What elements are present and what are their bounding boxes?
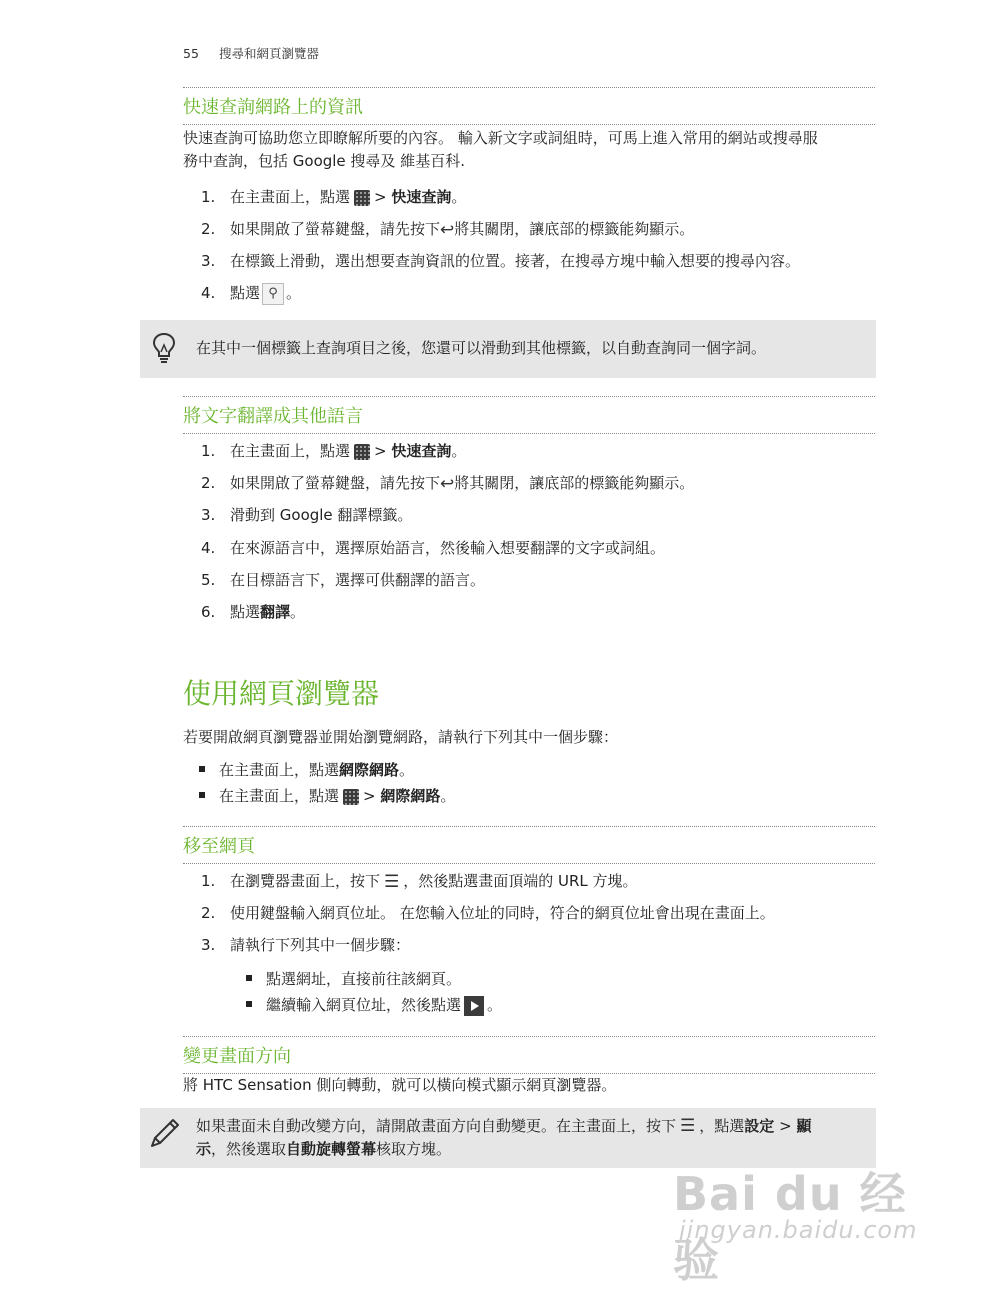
separator: >: [363, 787, 376, 805]
tip-box: [140, 320, 876, 378]
section-intro: [183, 127, 875, 173]
baidu-watermark: [657, 1146, 927, 1287]
step-text: 。: [451, 442, 467, 460]
note-line: [196, 1115, 811, 1138]
step-text: ，然後點選畫面頂端的 URL 方塊。: [403, 872, 638, 890]
step-number: 3.: [201, 936, 216, 954]
step-text: 在主畫面上，點選: [230, 442, 351, 460]
step-item: [201, 472, 694, 494]
step-text: 。: [290, 603, 306, 621]
note-bold-text: 設定: [744, 1117, 775, 1135]
note-bold-text: 顯: [796, 1117, 812, 1135]
step-text: 在標籤上滑動，選出想要查詢資訊的位置。接著，在搜尋方塊中輸入想要的搜尋內容。: [230, 252, 801, 270]
back-arrow-icon: ↩: [440, 473, 455, 494]
step-text: 將其關閉，讓底部的標籤能夠顯示。: [454, 474, 695, 492]
section-title-orientation: [183, 1036, 875, 1074]
bullet-text: 在主畫面上，點選: [219, 761, 340, 779]
step-text: 在瀏覽器畫面上，按下: [230, 872, 381, 890]
note-bold-text: 自動旋轉螢幕: [286, 1140, 377, 1158]
watermark-url: jingyan.baidu.com: [679, 1216, 918, 1244]
section-title-quick-lookup: [183, 87, 875, 125]
section-title-translate: [183, 396, 875, 434]
step-bold-text: 快速查詢: [391, 188, 452, 206]
step-bold-text: 快速查詢: [391, 442, 452, 460]
section-title-text: 將文字翻譯成其他語言: [183, 406, 363, 427]
page-number: 55: [183, 46, 199, 61]
note-line: [196, 1138, 451, 1161]
step-text: 請執行下列其中一個步驟：: [230, 936, 411, 954]
step-item: [201, 601, 305, 623]
step-bold-text: 翻譯: [260, 603, 291, 621]
step-number: 2.: [201, 474, 216, 492]
tip-text: 在其中一個標籤上查詢項目之後，您還可以滑動到其他標籤，以自動查詢同一個字詞。: [196, 339, 767, 357]
step-text: 。: [286, 284, 302, 302]
menu-icon: ☰: [680, 1116, 696, 1136]
menu-icon: ☰: [384, 871, 400, 892]
step-item: [201, 440, 466, 462]
lightbulb-icon: [152, 332, 176, 364]
separator: >: [374, 188, 387, 206]
chapter-section-title: 使用網頁瀏覽器: [183, 677, 380, 710]
step-item: [201, 218, 694, 240]
bullet-text: 。: [440, 787, 456, 805]
section-title-go-to-page: [183, 826, 875, 864]
step-number: 3.: [201, 506, 216, 524]
step-text: 如果開啟了螢幕鍵盤，請先按下: [230, 474, 441, 492]
note-text: ，點選: [699, 1117, 745, 1135]
step-text: 點選: [230, 284, 261, 302]
bullet-bold-text: 網際網路: [339, 761, 400, 779]
list-item: [199, 759, 414, 781]
note-text: 核取方塊。: [376, 1140, 452, 1158]
step-item: [201, 870, 638, 892]
bullet-text: 繼續輸入網頁位址，然後點選: [266, 996, 462, 1014]
step-text: 使用鍵盤輸入網頁位址。 在您輸入位址的同時，符合的網頁位址會出現在畫面上。: [230, 904, 775, 922]
pencil-icon: [148, 1116, 182, 1150]
page-header: [183, 44, 319, 62]
list-item: [246, 994, 502, 1016]
bullet-marker: [199, 766, 205, 772]
intro-line: 務中查詢，包括 Google 搜尋及 維基百科.: [183, 152, 465, 170]
step-number: 1.: [201, 188, 216, 206]
bullet-text: 點選網址，直接前往該網頁。: [266, 970, 462, 988]
step-item: [201, 504, 412, 526]
all-apps-icon: [354, 444, 370, 460]
bullet-marker: [199, 792, 205, 798]
step-number: 2.: [201, 904, 216, 922]
list-item: [199, 785, 455, 807]
all-apps-icon: [354, 190, 370, 206]
step-text: 在目標語言下，選擇可供翻譯的語言。: [230, 571, 486, 589]
step-number: 6.: [201, 603, 216, 621]
watermark-logo: Bai du 经验: [673, 1167, 907, 1287]
step-item: [201, 569, 485, 591]
search-icon: ⚲: [262, 283, 284, 305]
section-title-text: 移至網頁: [183, 836, 255, 857]
all-apps-icon: [343, 789, 359, 805]
back-arrow-icon: ↩: [440, 219, 455, 240]
step-number: 4.: [201, 284, 216, 302]
play-go-icon: [464, 996, 484, 1016]
bullet-text: 。: [487, 996, 503, 1014]
step-item: [201, 186, 466, 208]
step-item: [201, 250, 800, 272]
chapter-title: 搜尋和網頁瀏覽器: [219, 46, 320, 61]
section-title-text: 快速查詢網路上的資訊: [183, 97, 363, 118]
separator: >: [779, 1117, 792, 1135]
step-item: [201, 282, 301, 304]
step-number: 3.: [201, 252, 216, 270]
step-number: 1.: [201, 872, 216, 890]
step-number: 2.: [201, 220, 216, 238]
step-text: 在主畫面上，點選: [230, 188, 351, 206]
step-text: 將其關閉，讓底部的標籤能夠顯示。: [454, 220, 695, 238]
step-text: 在來源語言中，選擇原始語言，然後輸入想要翻譯的文字或詞組。: [230, 539, 666, 557]
note-text: ，然後選取: [211, 1140, 287, 1158]
step-item: [201, 902, 775, 924]
bullet-marker: [246, 975, 252, 981]
bullet-text: 在主畫面上，點選: [219, 787, 340, 805]
section-title-text: 變更畫面方向: [183, 1046, 291, 1067]
step-text: 滑動到 Google 翻譯標籤。: [230, 506, 413, 524]
bullet-marker: [246, 1001, 252, 1007]
separator: >: [374, 442, 387, 460]
list-item: [246, 968, 461, 990]
note-bold-text: 示: [196, 1140, 212, 1158]
step-text: 。: [451, 188, 467, 206]
step-item: [201, 537, 665, 559]
section-intro: 若要開啟網頁瀏覽器並開始瀏覽網路，請執行下列其中一個步驟：: [183, 728, 619, 746]
step-number: 1.: [201, 442, 216, 460]
step-item: [201, 934, 410, 956]
note-text: 如果畫面未自動改變方向，請開啟畫面方向自動變更。在主畫面上，按下: [196, 1117, 677, 1135]
step-text: 點選: [230, 603, 261, 621]
step-text: 如果開啟了螢幕鍵盤，請先按下: [230, 220, 441, 238]
section-intro: 將 HTC Sensation 側向轉動，就可以橫向模式顯示網頁瀏覽器。: [183, 1076, 617, 1094]
step-number: 5.: [201, 571, 216, 589]
step-number: 4.: [201, 539, 216, 557]
bullet-text: 。: [399, 761, 415, 779]
bullet-bold-text: 網際網路: [380, 787, 441, 805]
intro-line: 快速查詢可協助您立即瞭解所要的內容。 輸入新文字或詞組時，可馬上進入常用的網站或搜尋服: [183, 129, 818, 147]
